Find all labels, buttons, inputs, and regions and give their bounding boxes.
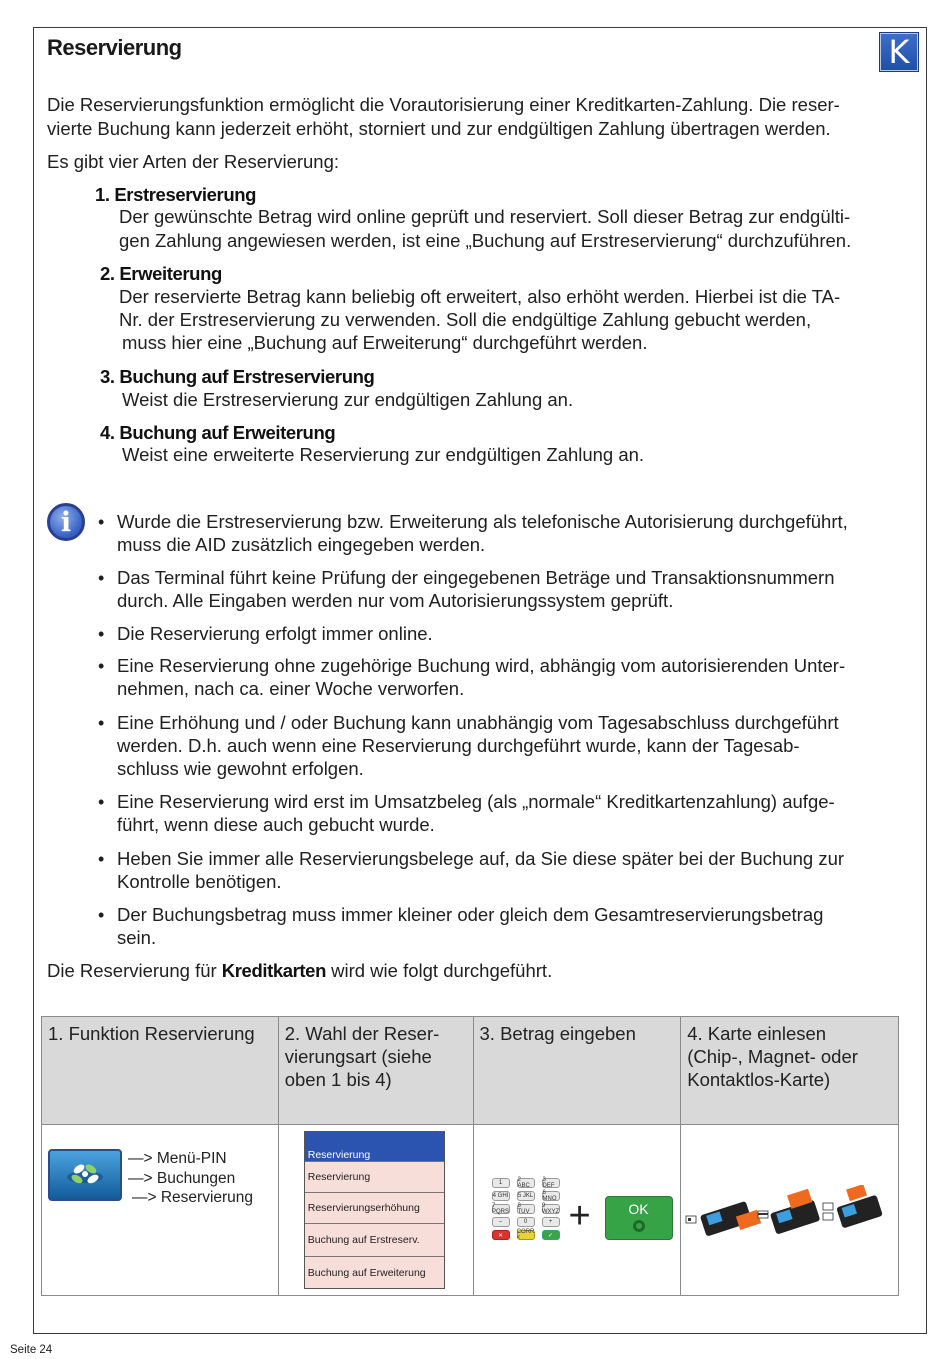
card-reading-illustration — [683, 1185, 899, 1245]
type-2-heading: 2. Erweiterung — [100, 263, 222, 284]
type-3-text: Weist die Erstreservierung zur endgültigen Zahlung an. — [122, 389, 574, 410]
terminal-menu-item[interactable]: Buchung auf Erstreserv. — [305, 1223, 444, 1256]
plus-sign: + — [568, 1195, 591, 1237]
magnet-card-icon — [758, 1211, 768, 1218]
type-1-text: gen Zahlung angewiesen werden, ist eine „Buchung auf Erstreservierung“ durchzuführen. — [119, 230, 852, 251]
terminal-menu-title: Reservierung — [305, 1132, 444, 1161]
bullet-dot: • — [98, 792, 105, 812]
step-header-1 — [42, 1017, 279, 1125]
page-title: Reservierung — [47, 35, 182, 60]
step-cell-4 — [681, 1125, 899, 1296]
info-bullet-4: nehmen, nach ca. einer Woche verworfen. — [117, 678, 465, 699]
info-bullet-5: schluss wie gewohnt erfolgen. — [117, 758, 364, 779]
info-icon: i — [47, 503, 85, 541]
steps-table — [41, 1016, 899, 1296]
keypad-key[interactable]: 4 GHI — [492, 1193, 509, 1199]
terminal-menu-item[interactable]: Buchung auf Erweiterung — [305, 1256, 444, 1288]
info-bullet-7: Kontrolle benötigen. — [117, 871, 282, 892]
bullet-dot: • — [98, 568, 105, 588]
type-3-heading: 3. Buchung auf Erstreservierung — [100, 366, 375, 387]
step-header-2 — [278, 1017, 473, 1125]
keypad-key[interactable]: 7 PQRS — [492, 1203, 510, 1215]
type-4-text: Weist eine erweiterte Reservierung zur endgültigen Zahlung an. — [122, 444, 645, 465]
terminal-contactless-icon — [832, 1185, 883, 1229]
bullet-dot: • — [98, 624, 105, 644]
keypad-key[interactable]: 8 TUV — [517, 1204, 535, 1214]
step-cell-3 — [473, 1125, 681, 1296]
info-bullet-6: führt, wenn diese auch gebucht wurde. — [117, 814, 435, 835]
keypad-key[interactable]: 3 DEF — [542, 1178, 560, 1188]
keypad-cancel-key[interactable]: ✕ — [492, 1230, 510, 1240]
step-header-text: 2. Wahl der Reser- — [284, 1023, 440, 1044]
steps-body-row — [42, 1125, 899, 1296]
menu-path-item: —> Reservierung — [132, 1189, 254, 1206]
terminal-chip-icon — [700, 1198, 761, 1240]
chapter-badge: K — [879, 32, 919, 72]
step-header-text: Kontaktlos-Karte) — [687, 1069, 831, 1090]
keypad-key[interactable]: 1 — [492, 1178, 510, 1188]
keypad-key[interactable]: 6 MNO — [542, 1191, 560, 1201]
type-2-text: muss hier eine „Buchung auf Erweiterung“ durchgeführt werden. — [122, 332, 648, 353]
menu-path-item: —> Buchungen — [128, 1169, 236, 1187]
keypad-key[interactable]: 5 JKL — [517, 1193, 534, 1199]
info-bullet-8: sein. — [117, 927, 157, 948]
info-bullet-6: Eine Reservierung wird erst im Umsatzbeleg (als „normale“ Kreditkartenzahlung) aufge- — [117, 791, 835, 812]
info-bullet-8: Der Buchungsbetrag muss immer kleiner oder gleich dem Gesamtreservierungsbetrag — [117, 904, 824, 925]
terminal-app-icon — [48, 1149, 122, 1201]
step-cell-1 — [42, 1125, 279, 1296]
keypad-correction-key[interactable]: CORR < — [516, 1229, 535, 1241]
info-bullet-5: Eine Erhöhung und / oder Buchung kann unabhängig vom Tagesabschluss durchgeführt — [117, 712, 839, 733]
menu-path — [128, 1149, 253, 1208]
step-header-text: 1. Funktion Reservierung — [48, 1023, 255, 1044]
ok-button-label: OK — [628, 1201, 649, 1217]
step-header-text: vierungsart (siehe — [284, 1046, 432, 1067]
outro-pre: Die Reservierung für — [47, 960, 222, 981]
ok-circle-icon — [633, 1220, 645, 1232]
info-bullet-1: Wurde die Erstreservierung bzw. Erweiterung als telefonische Autorisierung durchgeführt, — [117, 511, 848, 532]
step-header-4 — [681, 1017, 899, 1125]
step-cell-2 — [278, 1125, 473, 1296]
terminal-magnet-icon — [766, 1188, 820, 1235]
contactless-card-icon — [823, 1203, 833, 1220]
keypad-confirm-key[interactable]: ✓ — [542, 1230, 560, 1240]
type-1-text: Der gewünschte Betrag wird online geprüft und reserviert. Soll dieser Betrag zur endgülti- — [119, 206, 851, 227]
type-2-text: Nr. der Erstreservierung zu verwenden. Soll die endgültige Zahlung gebucht werden, — [119, 309, 812, 330]
step-header-text: 4. Karte einlesen — [687, 1023, 827, 1044]
bullet-dot: • — [98, 713, 105, 733]
outro-post: wird wie folgt durchgeführt. — [325, 960, 553, 981]
keypad-key[interactable]: 0 — [517, 1217, 535, 1227]
bullet-dot: • — [98, 656, 105, 676]
info-bullet-4: Eine Reservierung ohne zugehörige Buchung wird, abhängig vom autorisierenden Unter- — [117, 655, 846, 676]
type-1-heading: 1. Erstreservierung — [95, 184, 257, 205]
info-bullet-7: Heben Sie immer alle Reservierungsbelege auf, da Sie diese später bei der Buchung zur — [117, 848, 845, 869]
bullet-dot: • — [98, 849, 105, 869]
info-bullet-2: durch. Alle Eingaben werden nur vom Autorisierungssystem geprüft. — [117, 590, 674, 611]
info-bullet-1: muss die AID zusätzlich eingegeben werden. — [117, 534, 486, 555]
step-header-3 — [473, 1017, 681, 1125]
menu-path-item: —> Menü-PIN — [128, 1150, 227, 1167]
bullet-dot: • — [98, 512, 105, 532]
step-header-text: oben 1 bis 4) — [284, 1069, 392, 1090]
intro-line-1: Die Reservierungsfunktion ermöglicht die Vorautorisierung einer Kreditkarten-Zahlung. Die reser- — [47, 94, 840, 115]
info-bullet-2: Das Terminal führt keine Prüfung der eingegebenen Beträge und Transaktionsnummern — [117, 567, 835, 588]
info-bullet-3: Die Reservierung erfolgt immer online. — [117, 623, 433, 644]
keypad-key[interactable]: 2 ABC — [517, 1178, 535, 1188]
steps-header-row — [42, 1017, 899, 1125]
page-number: Seite 24 — [10, 1344, 53, 1356]
outro-bold: Kreditkarten — [221, 960, 326, 981]
chip-card-icon — [686, 1216, 696, 1223]
keypad-key[interactable]: – — [492, 1217, 510, 1227]
terminal-menu-item[interactable]: Reservierungserhöhung — [305, 1192, 444, 1223]
type-4-heading: 4. Buchung auf Erweiterung — [100, 422, 336, 443]
terminal-menu-screen — [304, 1131, 445, 1289]
intro-line-3: Es gibt vier Arten der Reservierung: — [47, 151, 340, 172]
outro-line — [47, 959, 552, 983]
intro-line-2: vierte Buchung kann jederzeit erhöht, storniert und zur endgültigen Zahlung übertragen werden. — [47, 118, 831, 139]
keypad-key[interactable]: 9 WXYZ — [541, 1203, 560, 1215]
terminal-keypad — [492, 1178, 560, 1240]
step-header-text: (Chip-, Magnet- oder — [687, 1046, 858, 1067]
type-2-text: Der reservierte Betrag kann beliebig oft erweitert, also erhöht werden. Hierbei ist die TA- — [119, 286, 841, 307]
ok-button[interactable] — [605, 1196, 673, 1240]
terminal-menu-item[interactable]: Reservierung — [305, 1161, 444, 1192]
bullet-dot: • — [98, 905, 105, 925]
info-bullet-5: werden. D.h. auch wenn eine Reservierung durchgeführt wurde, kann der Tagesab- — [117, 735, 800, 756]
step-header-text: 3. Betrag eingeben — [479, 1023, 636, 1044]
keypad-key[interactable]: + — [542, 1217, 560, 1227]
